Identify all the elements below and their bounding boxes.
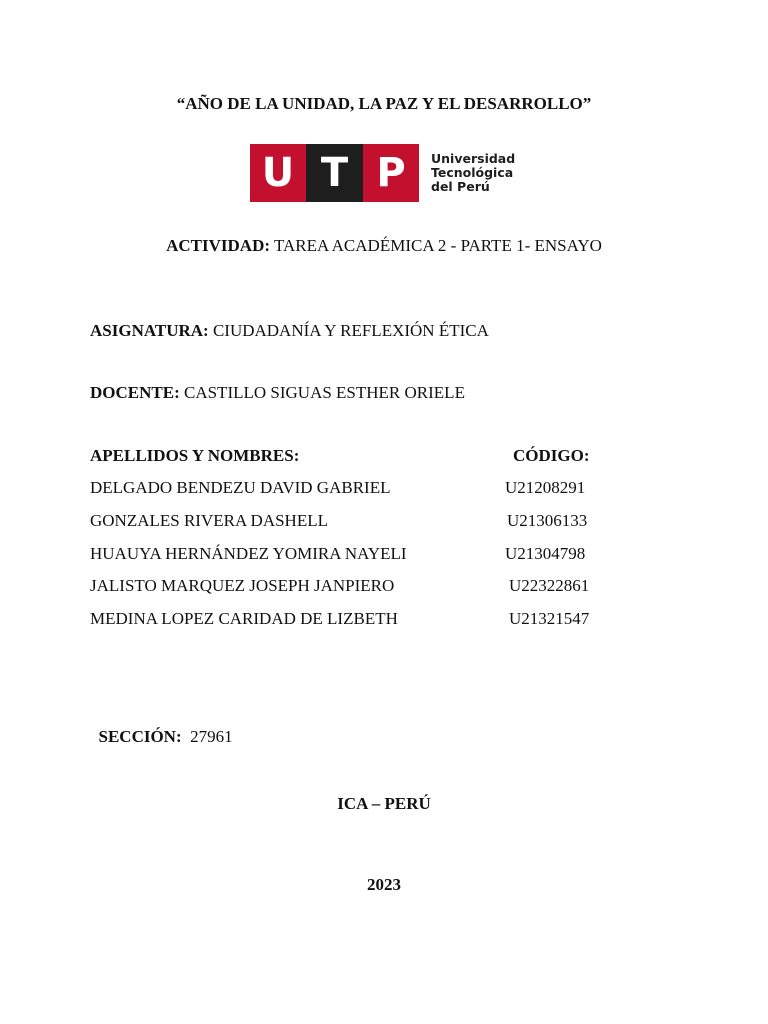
asignatura-label: ASIGNATURA:: [90, 321, 209, 340]
docente-value: CASTILLO SIGUAS ESTHER ORIELE: [179, 383, 465, 402]
asignatura-value: CIUDADANÍA Y REFLEXIÓN ÉTICA: [208, 321, 489, 340]
logo-line-1: Universidad: [431, 151, 516, 166]
student-name: JALISTO MARQUEZ JOSEPH JANPIERO: [90, 576, 395, 595]
year: 2023: [367, 875, 401, 894]
student-code: U21304798: [505, 544, 586, 563]
student-code: U21208291: [505, 478, 586, 497]
logo-letter-p: P: [363, 144, 419, 202]
students-header-code: CÓDIGO:: [513, 446, 590, 465]
utp-logo: [250, 144, 515, 202]
docente-line: [90, 383, 465, 403]
seccion-line: [90, 707, 233, 747]
student-name: MEDINA LOPEZ CARIDAD DE LIZBETH: [90, 609, 398, 628]
logo-line-3: del Perú: [431, 179, 490, 194]
docente-label: DOCENTE:: [90, 383, 180, 402]
student-code: U21321547: [509, 609, 590, 628]
students-header-names: APELLIDOS Y NOMBRES:: [90, 446, 300, 465]
student-name: DELGADO BENDEZU DAVID GABRIEL: [90, 478, 391, 497]
seccion-label: SECCIÓN:: [98, 727, 182, 746]
logo-letter-t: T: [306, 144, 363, 202]
logo-text: [431, 152, 515, 194]
actividad-value: TAREA ACADÉMICA 2 - PARTE 1- ENSAYO: [270, 236, 602, 255]
actividad-line: [0, 236, 768, 256]
actividad-label: ACTIVIDAD:: [166, 236, 271, 255]
header-motto: “AÑO DE LA UNIDAD, LA PAZ Y EL DESARROLLO”: [176, 94, 592, 113]
logo-letter-u: U: [250, 144, 306, 202]
asignatura-line: [90, 321, 489, 341]
logo-line-2: Tecnológica: [431, 165, 514, 180]
student-code: U22322861: [509, 576, 590, 595]
student-code: U21306133: [507, 511, 588, 530]
student-name: HUAUYA HERNÁNDEZ YOMIRA NAYELI: [90, 544, 407, 563]
place: ICA – PERÚ: [337, 794, 431, 813]
student-name: GONZALES RIVERA DASHELL: [90, 511, 328, 530]
seccion-value: 27961: [181, 727, 233, 746]
